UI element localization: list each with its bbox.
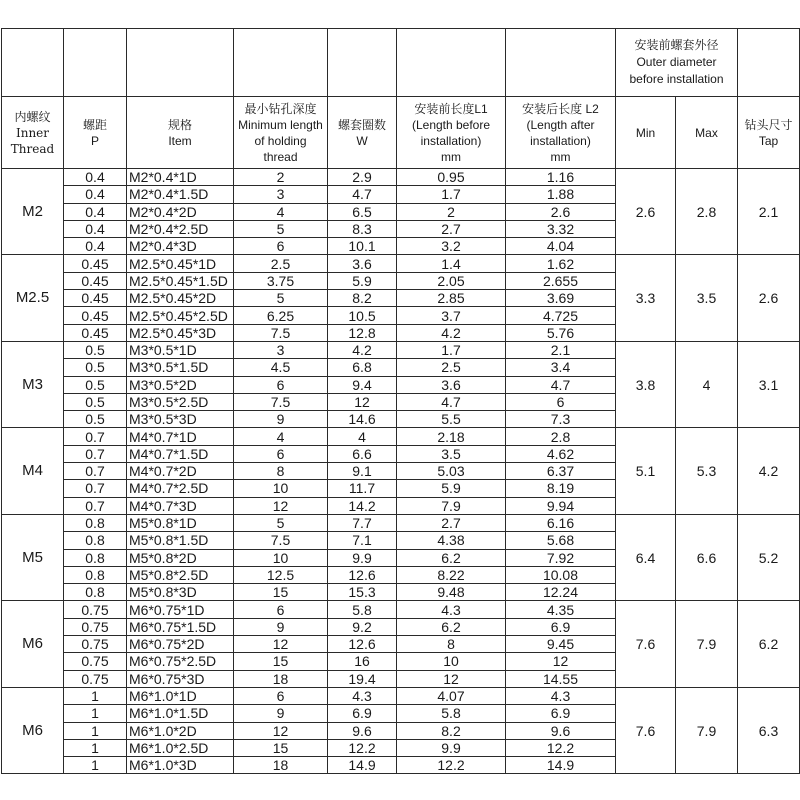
min-length-cell: 6	[234, 601, 328, 618]
length-before-cell: 8.2	[397, 722, 506, 739]
min-diameter-cell: 2.6	[616, 169, 676, 255]
pitch-cell: 0.5	[64, 376, 127, 393]
turns-cell: 11.7	[328, 480, 397, 497]
min-diameter-cell: 7.6	[616, 687, 676, 773]
header-thread-zh: 内螺纹	[14, 109, 51, 124]
length-after-cell: 4.04	[506, 238, 616, 255]
turns-cell: 9.2	[328, 618, 397, 635]
header-tap	[738, 97, 800, 169]
length-after-cell: 9.45	[506, 636, 616, 653]
min-length-cell: 12	[234, 497, 328, 514]
length-after-cell: 1.16	[506, 169, 616, 186]
min-length-cell: 12.5	[234, 566, 328, 583]
item-cell: M2*0.4*3D	[127, 238, 234, 255]
item-cell: M2*0.4*1.5D	[127, 186, 234, 203]
header-turns-zh: 螺套圈数	[337, 117, 386, 132]
turns-cell: 19.4	[328, 670, 397, 687]
item-cell: M6*1.0*2.5D	[127, 739, 234, 756]
blank-cell	[397, 29, 506, 97]
length-after-cell: 14.9	[506, 757, 616, 774]
length-after-cell: 9.6	[506, 722, 616, 739]
outer-diameter-header	[616, 29, 738, 97]
table-body	[2, 169, 800, 774]
header-min: Min	[616, 97, 676, 169]
min-length-cell: 7.5	[234, 393, 328, 410]
length-before-cell: 3.2	[397, 238, 506, 255]
item-cell: M4*0.7*1.5D	[127, 445, 234, 462]
min-length-cell: 5	[234, 290, 328, 307]
turns-cell: 12	[328, 393, 397, 410]
pitch-cell: 0.8	[64, 532, 127, 549]
turns-cell: 4.2	[328, 341, 397, 358]
item-cell: M5*0.8*3D	[127, 584, 234, 601]
thread-cell: M5	[2, 514, 64, 600]
item-cell: M2.5*0.45*3D	[127, 324, 234, 341]
thread-cell: M6	[2, 687, 64, 773]
length-before-cell: 8.22	[397, 566, 506, 583]
length-before-cell: 2.18	[397, 428, 506, 445]
min-length-cell: 5	[234, 220, 328, 237]
tap-cell: 2.1	[738, 169, 800, 255]
turns-cell: 5.8	[328, 601, 397, 618]
thread-cell: M2.5	[2, 255, 64, 341]
min-length-cell: 15	[234, 739, 328, 756]
turns-cell: 6.5	[328, 203, 397, 220]
item-cell: M2.5*0.45*2.5D	[127, 307, 234, 324]
length-before-cell: 6.2	[397, 549, 506, 566]
item-cell: M5*0.8*1D	[127, 514, 234, 531]
length-before-cell: 5.5	[397, 411, 506, 428]
pitch-cell: 0.4	[64, 169, 127, 186]
table-row	[2, 601, 800, 618]
pitch-cell: 0.5	[64, 341, 127, 358]
turns-cell: 15.3	[328, 584, 397, 601]
min-length-cell: 6	[234, 238, 328, 255]
min-length-cell: 7.5	[234, 532, 328, 549]
header-item	[127, 97, 234, 169]
min-length-cell: 7.5	[234, 324, 328, 341]
spec-table	[1, 28, 800, 774]
turns-cell: 4.7	[328, 186, 397, 203]
turns-cell: 4.3	[328, 687, 397, 704]
length-after-cell: 6	[506, 393, 616, 410]
item-cell: M6*1.0*3D	[127, 757, 234, 774]
pitch-cell: 0.4	[64, 238, 127, 255]
turns-cell: 7.1	[328, 532, 397, 549]
thread-cell: M4	[2, 428, 64, 514]
length-after-cell: 5.68	[506, 532, 616, 549]
thread-cell: M6	[2, 601, 64, 687]
length-before-cell: 2.85	[397, 290, 506, 307]
length-before-cell: 7.9	[397, 497, 506, 514]
tap-cell: 5.2	[738, 514, 800, 600]
min-length-cell: 6.25	[234, 307, 328, 324]
header-min-length-en3: thread	[263, 149, 298, 164]
min-length-cell: 15	[234, 584, 328, 601]
min-length-cell: 9	[234, 411, 328, 428]
min-length-cell: 10	[234, 549, 328, 566]
blank-cell	[738, 29, 800, 97]
min-diameter-cell: 3.3	[616, 255, 676, 341]
outer-diameter-title-en2: before installation	[629, 72, 724, 86]
item-cell: M5*0.8*2D	[127, 549, 234, 566]
length-before-cell: 3.7	[397, 307, 506, 324]
pitch-cell: 0.8	[64, 514, 127, 531]
pitch-cell: 0.7	[64, 463, 127, 480]
min-diameter-cell: 3.8	[616, 341, 676, 427]
pitch-cell: 0.45	[64, 307, 127, 324]
length-before-cell: 3.6	[397, 376, 506, 393]
pitch-cell: 0.75	[64, 653, 127, 670]
item-cell: M4*0.7*2.5D	[127, 480, 234, 497]
item-cell: M6*0.75*1.5D	[127, 618, 234, 635]
item-cell: M2*0.4*2D	[127, 203, 234, 220]
item-cell: M3*0.5*2D	[127, 376, 234, 393]
length-after-cell: 12.24	[506, 584, 616, 601]
turns-cell: 3.6	[328, 255, 397, 272]
turns-cell: 10.5	[328, 307, 397, 324]
pitch-cell: 0.4	[64, 203, 127, 220]
min-length-cell: 6	[234, 445, 328, 462]
length-after-cell: 1.88	[506, 186, 616, 203]
item-cell: M6*1.0*2D	[127, 722, 234, 739]
length-before-cell: 1.4	[397, 255, 506, 272]
pitch-cell: 1	[64, 705, 127, 722]
pitch-cell: 0.75	[64, 670, 127, 687]
pitch-cell: 0.75	[64, 601, 127, 618]
turns-cell: 6.8	[328, 359, 397, 376]
min-length-cell: 4	[234, 203, 328, 220]
header-max: Max	[676, 97, 738, 169]
length-before-cell: 2.7	[397, 514, 506, 531]
tap-cell: 6.3	[738, 687, 800, 773]
item-cell: M6*0.75*1D	[127, 601, 234, 618]
header-min-length-en2: of holding	[254, 133, 307, 148]
item-cell: M4*0.7*3D	[127, 497, 234, 514]
item-cell: M2*0.4*2.5D	[127, 220, 234, 237]
table-row	[2, 687, 800, 704]
pitch-cell: 1	[64, 739, 127, 756]
header-length-before	[397, 97, 506, 169]
header-length-after-en2: installation)	[530, 133, 591, 148]
turns-cell: 6.6	[328, 445, 397, 462]
length-before-cell: 2	[397, 203, 506, 220]
header-length-after-en1: (Length after	[526, 117, 595, 132]
turns-cell: 12.2	[328, 739, 397, 756]
pitch-cell: 0.7	[64, 480, 127, 497]
item-cell: M3*0.5*3D	[127, 411, 234, 428]
header-thread	[2, 97, 64, 169]
pitch-cell: 0.4	[64, 186, 127, 203]
min-diameter-cell: 6.4	[616, 514, 676, 600]
length-before-cell: 1.7	[397, 186, 506, 203]
item-cell: M6*0.75*3D	[127, 670, 234, 687]
tap-cell: 4.2	[738, 428, 800, 514]
header-tap-zh: 钻头尺寸	[744, 117, 793, 132]
outer-diameter-title-zh: 安装前螺套外径	[634, 38, 719, 52]
length-after-cell: 4.35	[506, 601, 616, 618]
length-before-cell: 6.2	[397, 618, 506, 635]
header-min-length-en1: Minimum length	[238, 117, 323, 132]
length-after-cell: 12.2	[506, 739, 616, 756]
thread-cell: M3	[2, 341, 64, 427]
header-tap-en: Tap	[758, 133, 779, 148]
turns-cell: 14.9	[328, 757, 397, 774]
turns-cell: 12.6	[328, 636, 397, 653]
length-after-cell: 2.655	[506, 272, 616, 289]
top-header-row	[2, 29, 800, 97]
pitch-cell: 0.7	[64, 445, 127, 462]
header-length-before-en2: installation)	[420, 133, 482, 148]
length-before-cell: 5.9	[397, 480, 506, 497]
blank-cell	[328, 29, 397, 97]
turns-cell: 9.1	[328, 463, 397, 480]
length-before-cell: 9.9	[397, 739, 506, 756]
pitch-cell: 0.8	[64, 584, 127, 601]
length-after-cell: 2.8	[506, 428, 616, 445]
length-before-cell: 9.48	[397, 584, 506, 601]
header-length-after-en3: mm	[550, 149, 571, 164]
length-after-cell: 12	[506, 653, 616, 670]
length-before-cell: 4.3	[397, 601, 506, 618]
length-before-cell: 2.05	[397, 272, 506, 289]
pitch-cell: 0.7	[64, 497, 127, 514]
length-after-cell: 4.7	[506, 376, 616, 393]
length-after-cell: 2.1	[506, 341, 616, 358]
length-after-cell: 6.9	[506, 618, 616, 635]
min-length-cell: 12	[234, 636, 328, 653]
length-before-cell: 2.7	[397, 220, 506, 237]
header-min-length-zh: 最小钻孔深度	[244, 101, 317, 116]
turns-cell: 2.9	[328, 169, 397, 186]
item-cell: M2*0.4*1D	[127, 169, 234, 186]
length-before-cell: 3.5	[397, 445, 506, 462]
min-length-cell: 4	[234, 428, 328, 445]
length-after-cell: 14.55	[506, 670, 616, 687]
header-min-length	[234, 97, 328, 169]
min-length-cell: 3	[234, 341, 328, 358]
length-before-cell: 4.38	[397, 532, 506, 549]
item-cell: M5*0.8*1.5D	[127, 532, 234, 549]
turns-cell: 10.1	[328, 238, 397, 255]
min-length-cell: 9	[234, 618, 328, 635]
min-length-cell: 4.5	[234, 359, 328, 376]
blank-cell	[127, 29, 234, 97]
outer-diameter-title-en1: Outer diameter	[636, 55, 717, 69]
length-after-cell: 6.16	[506, 514, 616, 531]
pitch-cell: 0.8	[64, 549, 127, 566]
length-after-cell: 6.9	[506, 705, 616, 722]
length-after-cell: 4.3	[506, 687, 616, 704]
length-after-cell: 3.69	[506, 290, 616, 307]
length-before-cell: 12.2	[397, 757, 506, 774]
blank-cell	[2, 29, 64, 97]
header-turns	[328, 97, 397, 169]
length-after-cell: 5.76	[506, 324, 616, 341]
pitch-cell: 0.8	[64, 566, 127, 583]
min-length-cell: 6	[234, 376, 328, 393]
length-after-cell: 2.6	[506, 203, 616, 220]
min-length-cell: 6	[234, 687, 328, 704]
turns-cell: 4	[328, 428, 397, 445]
min-length-cell: 5	[234, 514, 328, 531]
header-length-before-zh: 安装前长度L1	[414, 101, 488, 116]
tap-cell: 6.2	[738, 601, 800, 687]
min-length-cell: 3.75	[234, 272, 328, 289]
pitch-cell: 0.75	[64, 636, 127, 653]
item-cell: M2.5*0.45*1.5D	[127, 272, 234, 289]
table-row	[2, 428, 800, 445]
length-before-cell: 5.8	[397, 705, 506, 722]
length-after-cell: 10.08	[506, 566, 616, 583]
item-cell: M4*0.7*1D	[127, 428, 234, 445]
length-after-cell: 7.92	[506, 549, 616, 566]
max-diameter-cell: 6.6	[676, 514, 738, 600]
pitch-cell: 1	[64, 722, 127, 739]
pitch-cell: 0.7	[64, 428, 127, 445]
thread-cell: M2	[2, 169, 64, 255]
pitch-cell: 0.5	[64, 411, 127, 428]
length-before-cell: 1.7	[397, 341, 506, 358]
length-after-cell: 4.62	[506, 445, 616, 462]
length-before-cell: 4.7	[397, 393, 506, 410]
item-cell: M6*1.0*1.5D	[127, 705, 234, 722]
pitch-cell: 0.75	[64, 618, 127, 635]
length-before-cell: 8	[397, 636, 506, 653]
header-length-after	[506, 97, 616, 169]
turns-cell: 16	[328, 653, 397, 670]
pitch-cell: 0.45	[64, 290, 127, 307]
pitch-cell: 0.45	[64, 272, 127, 289]
header-length-before-en3: mm	[441, 149, 461, 164]
length-before-cell: 2.5	[397, 359, 506, 376]
header-pitch	[64, 97, 127, 169]
length-after-cell: 4.725	[506, 307, 616, 324]
length-after-cell: 3.32	[506, 220, 616, 237]
header-item-en: Item	[168, 133, 192, 148]
header-thread-en1: Inner	[15, 125, 50, 140]
blank-cell	[234, 29, 328, 97]
turns-cell: 5.9	[328, 272, 397, 289]
turns-cell: 6.9	[328, 705, 397, 722]
min-length-cell: 15	[234, 653, 328, 670]
pitch-cell: 1	[64, 757, 127, 774]
min-length-cell: 18	[234, 757, 328, 774]
header-turns-en: W	[356, 133, 368, 148]
header-length-before-en1: (Length before	[411, 117, 491, 132]
length-before-cell: 4.07	[397, 687, 506, 704]
length-before-cell: 0.95	[397, 169, 506, 186]
table-row	[2, 341, 800, 358]
tap-cell: 2.6	[738, 255, 800, 341]
table-row	[2, 255, 800, 272]
min-length-cell: 12	[234, 722, 328, 739]
item-cell: M3*0.5*1D	[127, 341, 234, 358]
pitch-cell: 1	[64, 687, 127, 704]
length-after-cell: 7.3	[506, 411, 616, 428]
header-length-after-zh: 安装后长度 L2	[522, 101, 599, 116]
turns-cell: 14.6	[328, 411, 397, 428]
item-cell: M6*0.75*2.5D	[127, 653, 234, 670]
min-length-cell: 18	[234, 670, 328, 687]
item-cell: M4*0.7*2D	[127, 463, 234, 480]
table-row	[2, 514, 800, 531]
table-row	[2, 169, 800, 186]
item-cell: M5*0.8*2.5D	[127, 566, 234, 583]
turns-cell: 12.8	[328, 324, 397, 341]
min-length-cell: 2.5	[234, 255, 328, 272]
min-diameter-cell: 7.6	[616, 601, 676, 687]
min-diameter-cell: 5.1	[616, 428, 676, 514]
header-item-zh: 规格	[167, 117, 192, 132]
length-before-cell: 5.03	[397, 463, 506, 480]
turns-cell: 8.2	[328, 290, 397, 307]
pitch-cell: 0.45	[64, 324, 127, 341]
max-diameter-cell: 7.9	[676, 601, 738, 687]
blank-cell	[506, 29, 616, 97]
length-before-cell: 12	[397, 670, 506, 687]
turns-cell: 9.4	[328, 376, 397, 393]
length-after-cell: 3.4	[506, 359, 616, 376]
pitch-cell: 0.45	[64, 255, 127, 272]
header-pitch-en: P	[90, 133, 99, 148]
header-thread-en2: Thread	[10, 141, 55, 156]
max-diameter-cell: 2.8	[676, 169, 738, 255]
turns-cell: 14.2	[328, 497, 397, 514]
max-diameter-cell: 7.9	[676, 687, 738, 773]
turns-cell: 12.6	[328, 566, 397, 583]
turns-cell: 7.7	[328, 514, 397, 531]
pitch-cell: 0.4	[64, 220, 127, 237]
item-cell: M2.5*0.45*2D	[127, 290, 234, 307]
turns-cell: 9.9	[328, 549, 397, 566]
min-length-cell: 2	[234, 169, 328, 186]
item-cell: M3*0.5*2.5D	[127, 393, 234, 410]
header-pitch-zh: 螺距	[82, 117, 107, 132]
item-cell: M2.5*0.45*1D	[127, 255, 234, 272]
max-diameter-cell: 5.3	[676, 428, 738, 514]
length-before-cell: 10	[397, 653, 506, 670]
length-after-cell: 9.94	[506, 497, 616, 514]
length-after-cell: 6.37	[506, 463, 616, 480]
min-length-cell: 8	[234, 463, 328, 480]
pitch-cell: 0.5	[64, 393, 127, 410]
max-diameter-cell: 3.5	[676, 255, 738, 341]
item-cell: M6*1.0*1D	[127, 687, 234, 704]
turns-cell: 8.3	[328, 220, 397, 237]
max-diameter-cell: 4	[676, 341, 738, 427]
item-cell: M6*0.75*2D	[127, 636, 234, 653]
tap-cell: 3.1	[738, 341, 800, 427]
min-length-cell: 3	[234, 186, 328, 203]
min-length-cell: 9	[234, 705, 328, 722]
blank-cell	[64, 29, 127, 97]
column-header-row	[2, 97, 800, 169]
pitch-cell: 0.5	[64, 359, 127, 376]
min-length-cell: 10	[234, 480, 328, 497]
turns-cell: 9.6	[328, 722, 397, 739]
length-before-cell: 4.2	[397, 324, 506, 341]
length-after-cell: 1.62	[506, 255, 616, 272]
length-after-cell: 8.19	[506, 480, 616, 497]
item-cell: M3*0.5*1.5D	[127, 359, 234, 376]
